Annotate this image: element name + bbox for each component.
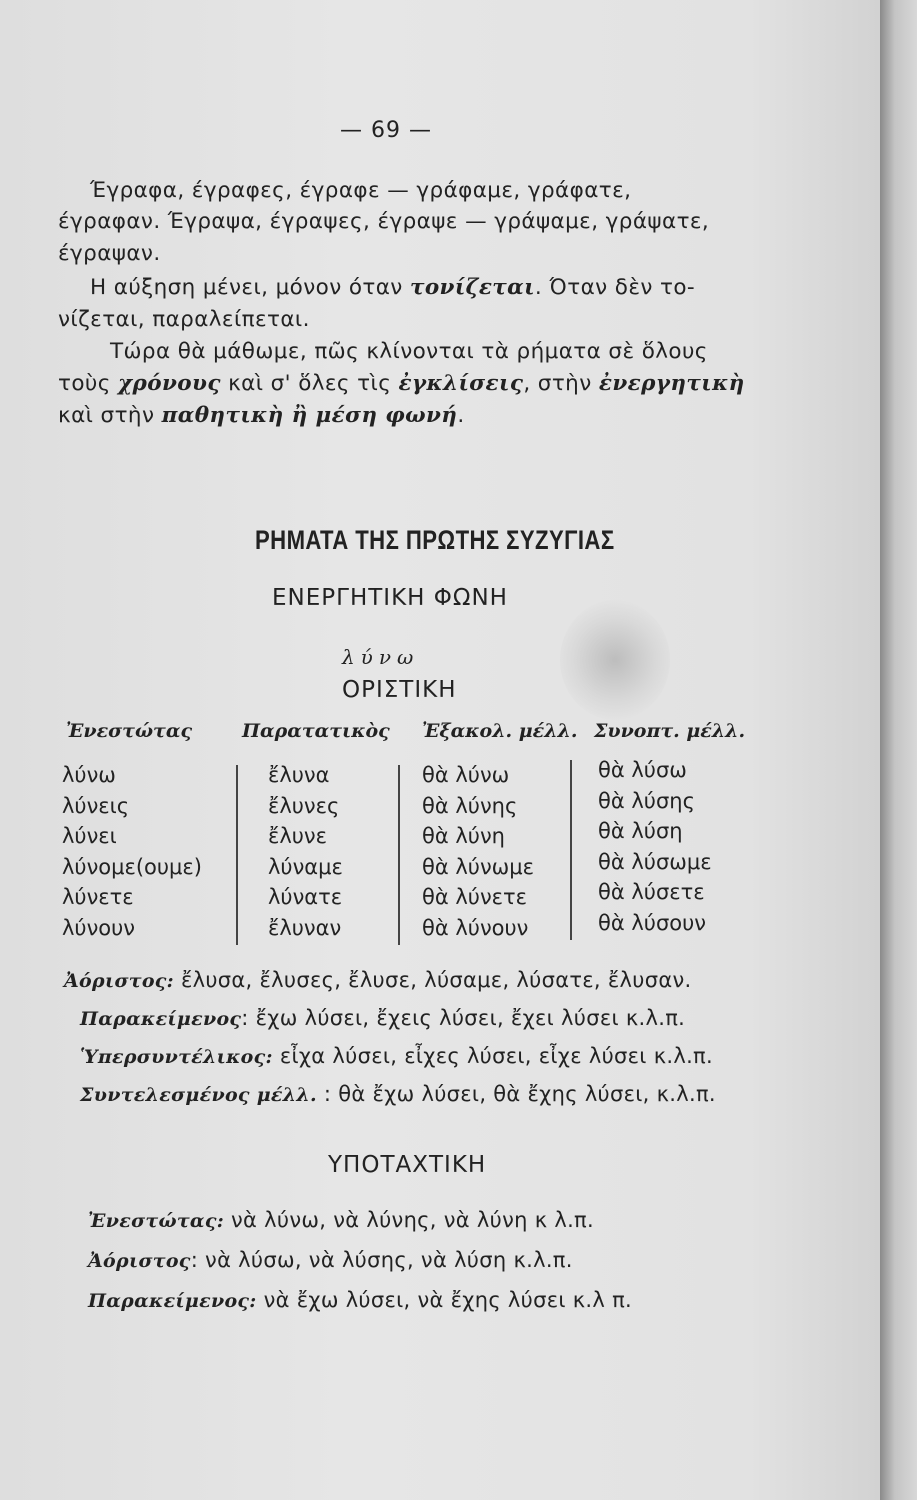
form-cell: λύνεις bbox=[62, 793, 130, 818]
subj-line-present bbox=[88, 1208, 594, 1232]
form-cell: θὰ λύσουν bbox=[598, 910, 706, 935]
form-cell: θὰ λύσω bbox=[598, 758, 687, 782]
form-cell: ἔλυνα bbox=[268, 763, 330, 787]
tense-label: Ἀόριστος bbox=[88, 1250, 191, 1272]
page-number: — 69 — bbox=[340, 118, 432, 143]
form-cell: λύνω bbox=[62, 763, 116, 787]
form-cell: λύναμε bbox=[268, 854, 343, 879]
tense-label: Ἀόριστος: bbox=[64, 970, 174, 992]
tense-forms: : νὰ λύσω, νὰ λύσης, νὰ λύση κ.λ.π. bbox=[190, 1248, 573, 1272]
form-cell: λύνουν bbox=[62, 915, 136, 940]
now-emphasis-4: παθητικὴ ἢ μέση φωνή bbox=[161, 403, 458, 428]
column-divider bbox=[570, 760, 572, 940]
subj-line-perfect bbox=[88, 1288, 632, 1312]
form-cell: ἔλυνε bbox=[268, 824, 328, 848]
form-cell: ἔλυναν bbox=[268, 915, 342, 940]
augment-line-1 bbox=[90, 272, 695, 303]
augment-text-end: . Όταν δὲν το- bbox=[534, 275, 696, 300]
form-cell: θὰ λύση bbox=[598, 819, 683, 843]
column-header-imperfect: Παρατατικὸς bbox=[242, 720, 390, 742]
page-stain bbox=[560, 600, 670, 720]
now-emphasis-2: ἐγκλίσεις bbox=[398, 371, 524, 396]
column-simple-future bbox=[598, 755, 712, 938]
augment-emphasis: τονίζεται bbox=[409, 275, 535, 300]
mood-heading-subjunctive: ΥΠΟΤΑΧΤΙΚΗ bbox=[328, 1152, 487, 1178]
mood-heading-indicative: ΟΡΙΣΤΙΚΗ bbox=[342, 677, 457, 703]
voice-heading: ΕΝΕΡΓΗΤΙΚΗ ΦΩΝΗ bbox=[272, 585, 508, 611]
tense-forms: : θὰ ἔχω λύσει, θὰ ἔχης λύσει, κ.λ.π. bbox=[316, 1082, 716, 1106]
form-cell: θὰ λύσωμε bbox=[598, 849, 712, 874]
tense-line-aorist bbox=[64, 968, 691, 992]
verb-heading: λύνω bbox=[342, 645, 420, 669]
column-divider bbox=[398, 765, 400, 945]
form-cell: λύνατε bbox=[268, 885, 343, 909]
intro-line-1: Έγραφα, έγραφες, έγραφε — γράφαμε, γράφατε, bbox=[90, 178, 632, 203]
now-text-b: καὶ σ' ὅλες τὶς bbox=[220, 371, 399, 396]
form-cell: θὰ λύνη bbox=[422, 824, 505, 848]
tense-line-future-perfect bbox=[80, 1082, 716, 1106]
augment-line-2: νίζεται, παραλείπεται. bbox=[58, 307, 310, 332]
tense-label: Παρακείμενος bbox=[80, 1008, 242, 1030]
now-line-3 bbox=[58, 400, 465, 431]
now-line-1: Τώρα θὰ μάθωμε, πῶς κλίνονται τὰ ρήματα σὲ ὅλους bbox=[110, 339, 708, 364]
tense-forms: : ἔχω λύσει, ἔχεις λύσει, ἔχει λύσει κ.λ.π. bbox=[241, 1006, 686, 1030]
form-cell: θὰ λύνουν bbox=[422, 915, 529, 940]
column-header-continuous-future: Ἐξακολ. μέλλ. bbox=[422, 720, 578, 742]
now-emphasis-3: ἐνεργητικὴ bbox=[598, 371, 745, 396]
column-continuous-future bbox=[422, 760, 534, 943]
tense-forms: εἶχα λύσει, εἶχες λύσει, εἶχε λύσει κ.λ.π. bbox=[272, 1044, 713, 1068]
form-cell: θὰ λύνετε bbox=[422, 885, 528, 909]
column-header-present: Ἐνεστώτας bbox=[66, 720, 193, 742]
form-cell: θὰ λύσης bbox=[598, 788, 695, 813]
form-cell: λύνομε(ουμε) bbox=[62, 854, 202, 879]
tense-forms: νὰ λύνω, νὰ λύνης, νὰ λύνη κ λ.π. bbox=[224, 1208, 594, 1232]
intro-line-3: έγραψαν. bbox=[58, 241, 161, 266]
now-text-e: . bbox=[457, 403, 465, 428]
form-cell: ἔλυνες bbox=[268, 793, 340, 818]
tense-label: Συντελεσμένος μέλλ. bbox=[80, 1084, 317, 1106]
now-emphasis-1: χρόνους bbox=[118, 371, 221, 396]
tense-forms: νὰ ἔχω λύσει, νὰ ἔχης λύσει κ.λ π. bbox=[256, 1288, 633, 1312]
form-cell: θὰ λύνω bbox=[422, 763, 510, 787]
column-present bbox=[62, 760, 202, 943]
form-cell: λύνει bbox=[62, 824, 117, 848]
book-spine bbox=[880, 0, 917, 1500]
intro-line-2: έγραφαν. Έγραψα, έγραψες, έγραψε — γράψαμε, γράψατε, bbox=[58, 209, 710, 234]
augment-text: Η αύξηση μένει, μόνον όταν bbox=[90, 275, 410, 300]
form-cell: λύνετε bbox=[62, 885, 134, 909]
tense-forms: ἔλυσα, ἔλυσες, ἔλυσε, λύσαμε, λύσατε, ἔλυσαν. bbox=[174, 968, 692, 992]
now-line-2 bbox=[58, 368, 745, 399]
column-imperfect bbox=[268, 760, 343, 943]
now-text-a: τοὺς bbox=[58, 371, 118, 396]
tense-label: Παρακείμενος: bbox=[88, 1290, 257, 1312]
tense-label: Ἐνεστώτας: bbox=[88, 1210, 225, 1232]
tense-label: Ὑπερσυντέλικος: bbox=[80, 1046, 273, 1068]
form-cell: θὰ λύνης bbox=[422, 793, 518, 818]
tense-line-pluperfect bbox=[80, 1044, 713, 1068]
now-text-d: καὶ στὴν bbox=[58, 403, 162, 428]
column-header-simple-future: Συνοπτ. μέλλ. bbox=[594, 720, 746, 742]
form-cell: θὰ λύνωμε bbox=[422, 854, 534, 879]
now-text-c: , στὴν bbox=[523, 371, 599, 396]
tense-line-perfect bbox=[80, 1006, 685, 1030]
section-title: ΡΗΜΑΤΑ ΤΗΣ ΠΡΩΤΗΣ ΣΥΖΥΓΙΑΣ bbox=[255, 525, 615, 555]
column-divider bbox=[236, 765, 238, 945]
subj-line-aorist bbox=[88, 1248, 573, 1272]
form-cell: θὰ λύσετε bbox=[598, 880, 705, 904]
